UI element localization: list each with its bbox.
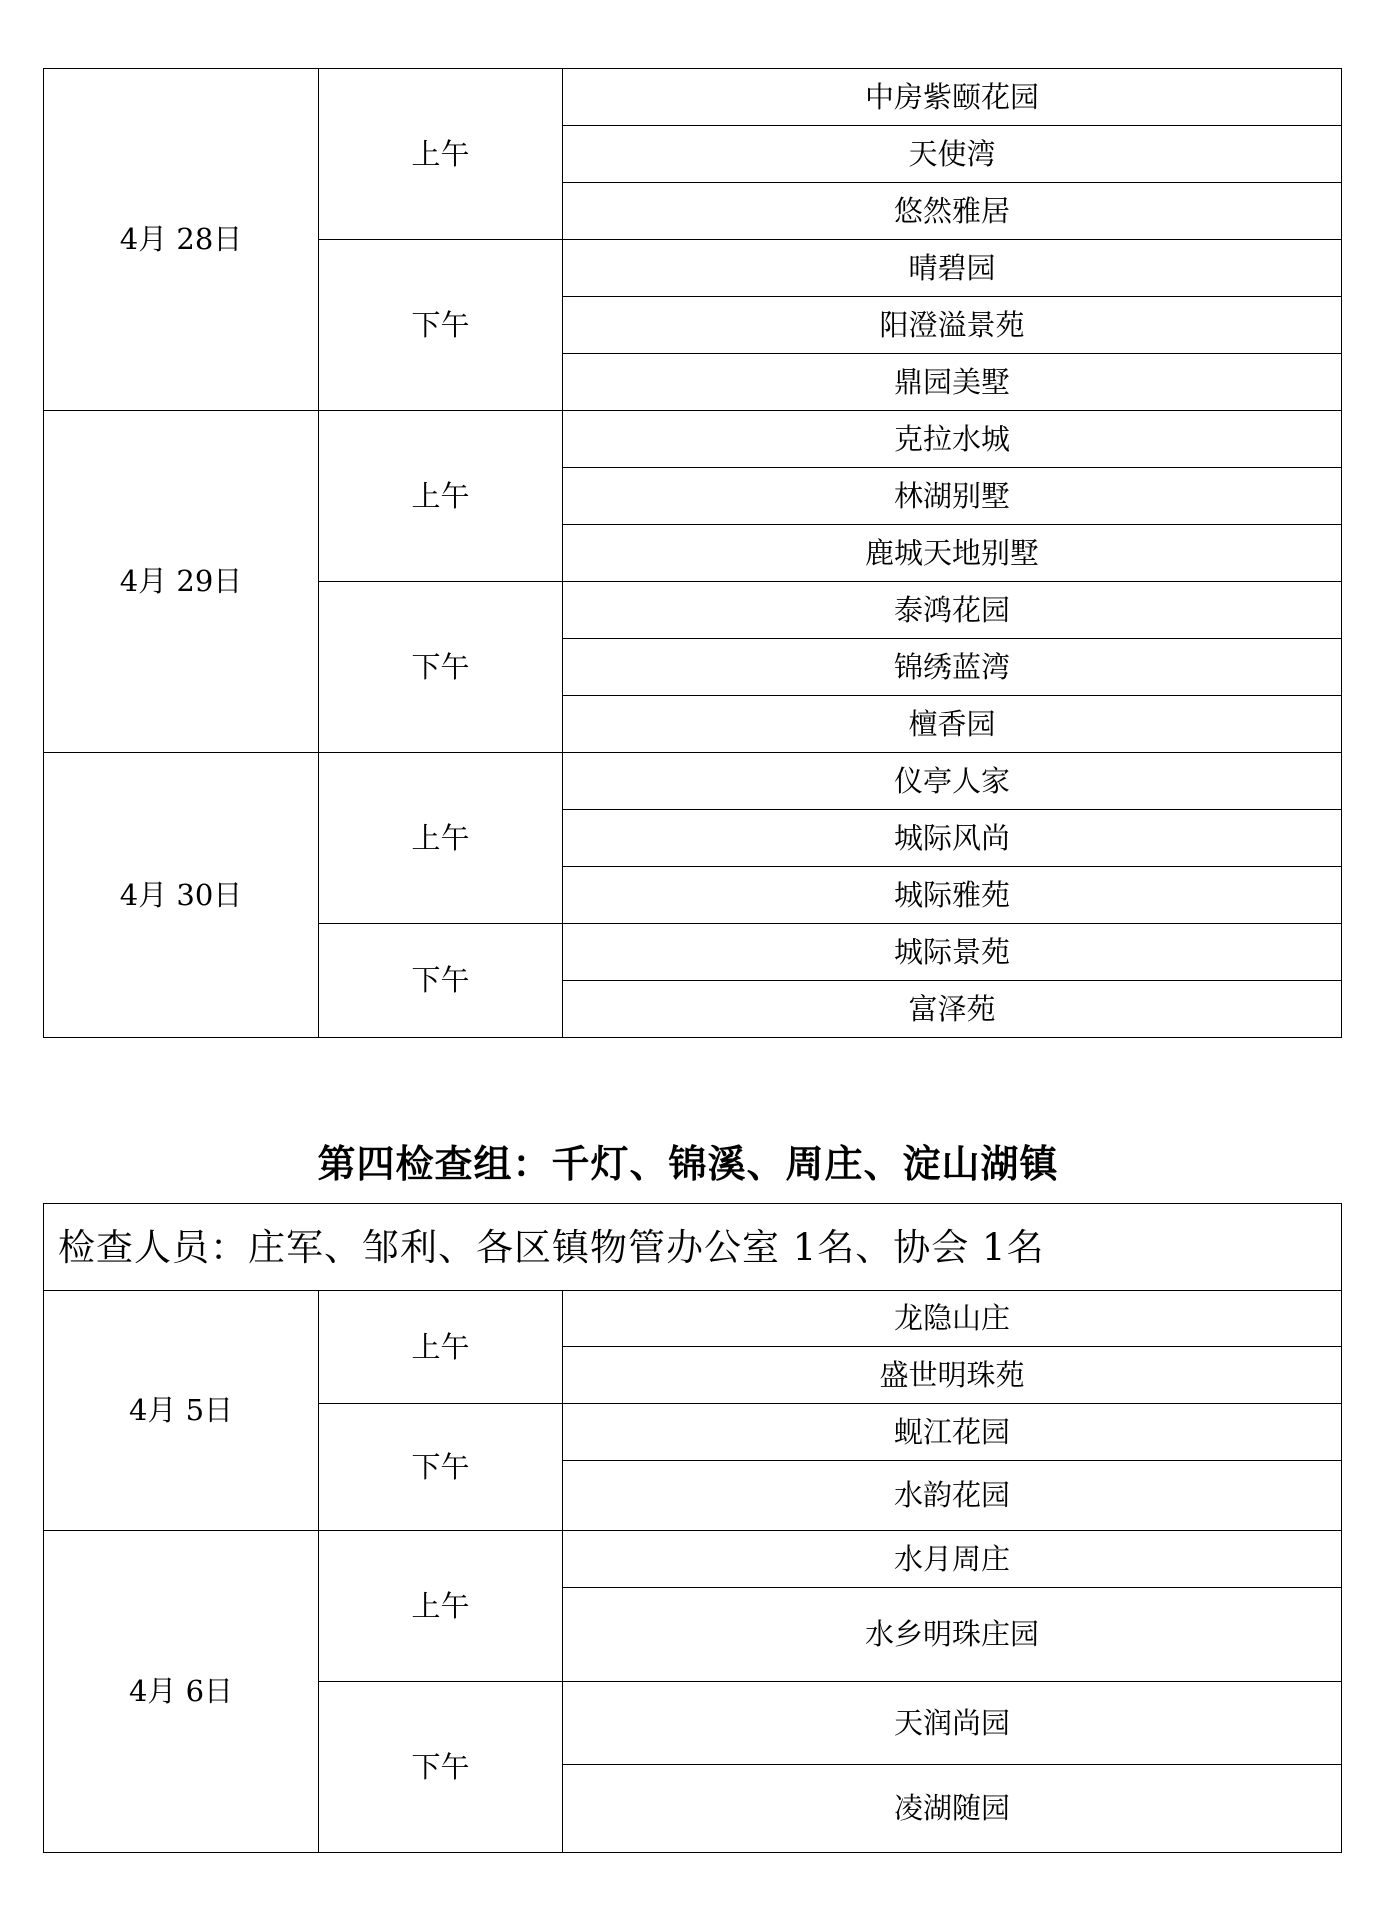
- site-cell: 仪亭人家: [563, 753, 1342, 810]
- table-row: [44, 411, 1342, 468]
- site-cell: 蚬江花园: [563, 1404, 1342, 1461]
- section-title: 第四检查组：千灯、锦溪、周庄、淀山湖镇: [317, 1142, 1059, 1186]
- site-cell: 鼎园美墅: [563, 354, 1342, 411]
- period-cell: 上午: [319, 411, 563, 582]
- site-cell: 城际景苑: [563, 924, 1342, 981]
- period-cell: 下午: [319, 582, 563, 753]
- period-cell: 上午: [319, 1291, 563, 1404]
- staff-row: [44, 1204, 1342, 1291]
- table-row: [44, 753, 1342, 810]
- date-cell: 4月 29日: [44, 411, 319, 753]
- date-cell: 4月 6日: [44, 1531, 319, 1853]
- site-cell: 阳澄溢景苑: [563, 297, 1342, 354]
- schedule-table-group3: [43, 68, 1342, 1038]
- period-cell: 上午: [319, 69, 563, 240]
- site-cell: 龙隐山庄: [563, 1291, 1342, 1347]
- site-cell: 水月周庄: [563, 1531, 1342, 1588]
- staff-cell: 检查人员：庄军、邹利、各区镇物管办公室 1名、协会 1名: [44, 1204, 1342, 1291]
- site-cell: 富泽苑: [563, 981, 1342, 1038]
- site-cell: 悠然雅居: [563, 183, 1342, 240]
- period-cell: 上午: [319, 1531, 563, 1682]
- site-cell: 锦绣蓝湾: [563, 639, 1342, 696]
- site-cell: 鹿城天地别墅: [563, 525, 1342, 582]
- table-row: [44, 1531, 1342, 1588]
- period-cell: 下午: [319, 240, 563, 411]
- table-row: [44, 69, 1342, 126]
- site-cell: 水乡明珠庄园: [563, 1588, 1342, 1682]
- site-cell: 泰鸿花园: [563, 582, 1342, 639]
- site-cell: 檀香园: [563, 696, 1342, 753]
- site-cell: 水韵花园: [563, 1461, 1342, 1531]
- site-cell: 天使湾: [563, 126, 1342, 183]
- date-cell: 4月 28日: [44, 69, 319, 411]
- site-cell: 中房紫颐花园: [563, 69, 1342, 126]
- site-cell: 城际风尚: [563, 810, 1342, 867]
- site-cell: 天润尚园: [563, 1682, 1342, 1765]
- site-cell: 林湖别墅: [563, 468, 1342, 525]
- date-cell: 4月 5日: [44, 1291, 319, 1531]
- date-cell: 4月 30日: [44, 753, 319, 1038]
- schedule-table-group4: [43, 1203, 1342, 1853]
- period-cell: 下午: [319, 1682, 563, 1853]
- period-cell: 上午: [319, 753, 563, 924]
- table-row: [44, 1291, 1342, 1347]
- period-cell: 下午: [319, 924, 563, 1038]
- site-cell: 克拉水城: [563, 411, 1342, 468]
- period-cell: 下午: [319, 1404, 563, 1531]
- site-cell: 盛世明珠苑: [563, 1347, 1342, 1404]
- site-cell: 凌湖随园: [563, 1765, 1342, 1853]
- site-cell: 城际雅苑: [563, 867, 1342, 924]
- site-cell: 晴碧园: [563, 240, 1342, 297]
